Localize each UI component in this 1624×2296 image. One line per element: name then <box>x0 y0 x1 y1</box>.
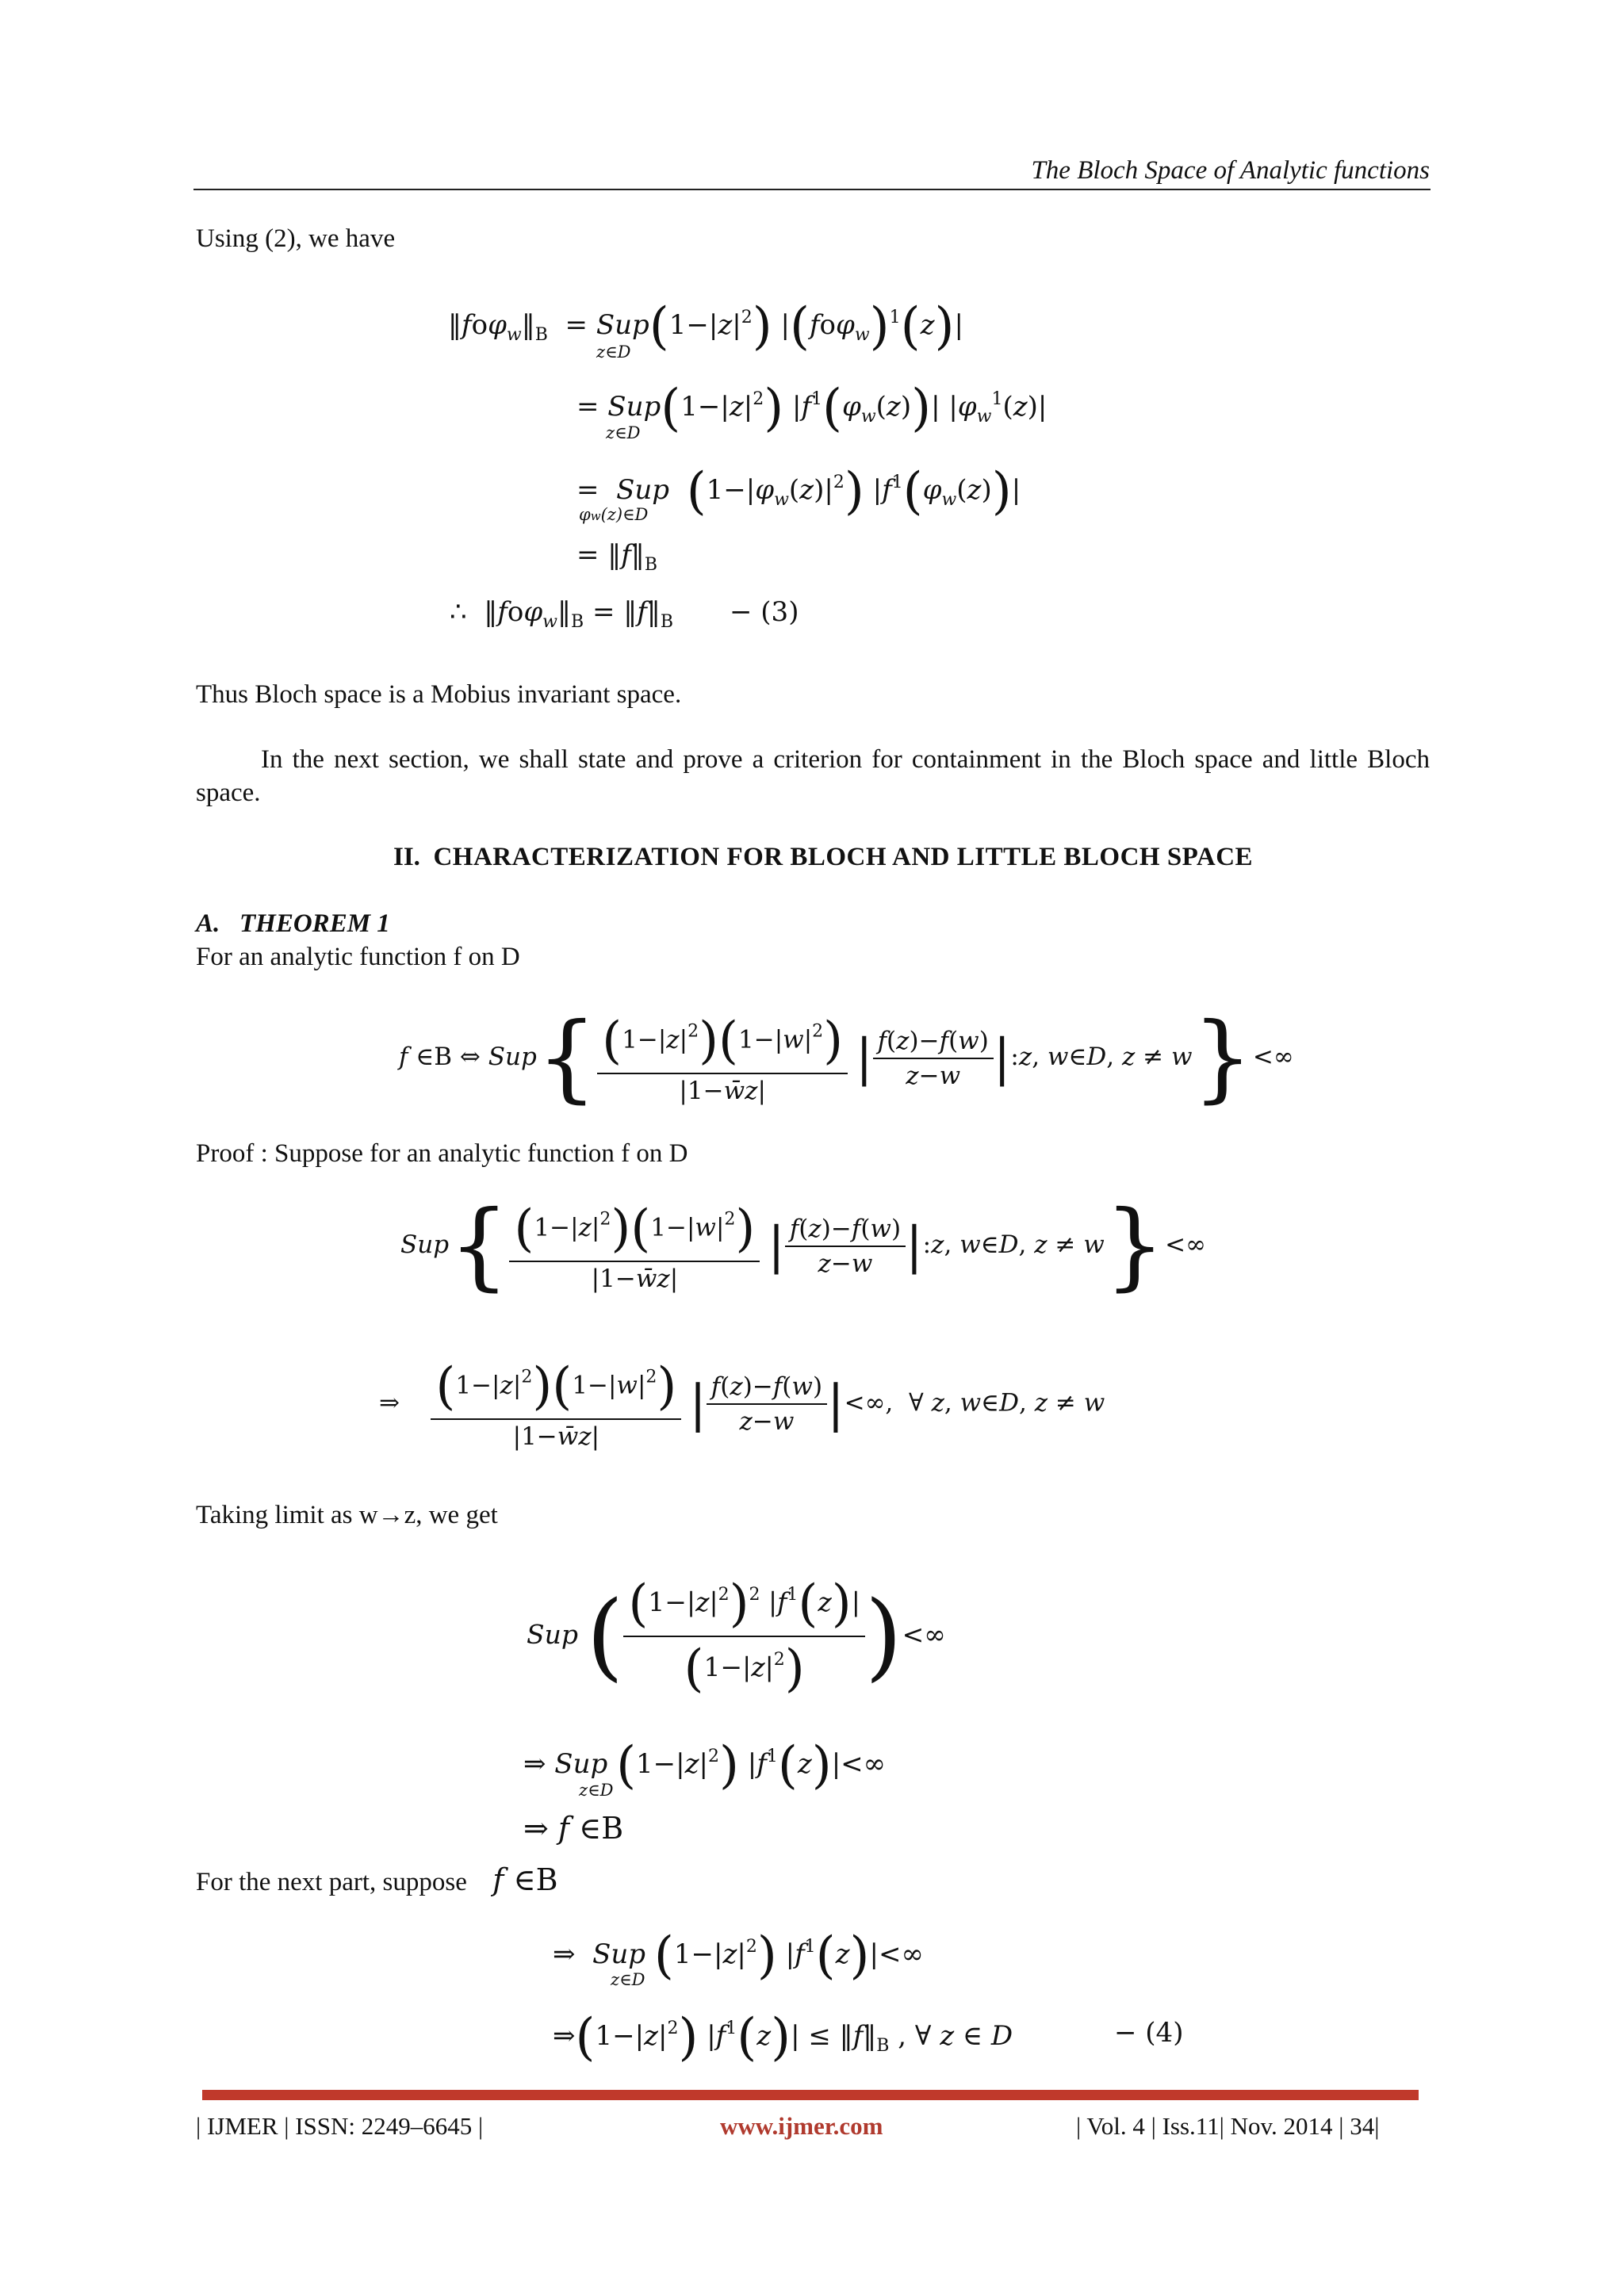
section-title: CHARACTERIZATION FOR BLOCH AND LITTLE BLOCH SPACE <box>433 843 1254 871</box>
running-header: The Bloch Space of Analytic functions <box>1031 156 1430 185</box>
implies-in-bloch: ⇒ f ∈B <box>523 1811 624 1846</box>
equation-line-2: = $Sup(1-|z|^2)$ $|f^1(\varphi_w(z))|$ $|\varphi_w^1(z)|$ <box>576 379 1048 438</box>
paragraph-mobius: Thus Bloch space is a Mobius invariant space. <box>196 680 682 709</box>
implies-sup: ⇒ Sup $(1-|z|^2)$ $|f^1(z)|<\infty$ <box>523 1736 886 1795</box>
section-heading <box>393 843 1253 872</box>
footer-url-link[interactable]: www.ijmer.com <box>720 2112 883 2140</box>
theorem-statement: For an analytic function f on D <box>196 943 520 971</box>
equation-line-4: = $‖f‖_B$ <box>576 539 658 575</box>
proof-equation-2: ⇒ $\frac{(1-|z|^2)(1-|w|^2)}{|1-w̄z|}$ | $\frac{f(z)-f(w)}{z-w}$ |<∞, ∀ z, w∈D, z ≠ w <box>379 1357 1105 1451</box>
next-part-equation-2: $\Rightarrow(1-|z|^2) |f^1(z)|$ ≤ $‖f‖_B$ , ∀ z ∈ D <box>553 2008 1013 2067</box>
theorem-name: THEOREM 1 <box>239 909 390 938</box>
equation-line-1: $‖fo\varphi_w‖_B = Sup(1-|z|^2)$ $|(fo\varphi_w)^1(z)|$ <box>448 297 963 356</box>
next-part-text: For the next part, suppose <box>196 1868 467 1896</box>
paragraph-using: Using (2), we have <box>196 224 396 253</box>
paragraph-next-section: In the next section, we shall state and prove a criterion for containment in the Bloch space and little Bloch space. <box>196 745 1430 807</box>
limit-equation: Sup ( $\frac{(1-|z|^2)^2 |f^1(z)|}{(1-|z|^2)}$ )<∞ <box>527 1575 946 1698</box>
equation-line-5: ∴ $‖fo\varphi_w‖_B$ = $‖f‖_B$ <box>450 596 674 632</box>
next-part-equation-1: ⇒ Sup $(1-|z|^2)$ $|f^1(z)|<\infty$ <box>553 1927 924 1985</box>
theorem-label: A. <box>196 909 220 938</box>
theorem-equation: f ∈B ⇔ Sup{ $\frac{(1-|z|^2)(1-|w|^2)}{|1-w̄z|}$ | $\frac{f(z)-f(w)}{z-w}$ |:z, w∈D, z ≠ w}<∞ <box>399 1003 1294 1113</box>
proof-statement: Proof : Suppose for an analytic function f on D <box>196 1139 688 1168</box>
equation-number-3: − (3) <box>730 596 799 628</box>
header-rule <box>193 189 1431 190</box>
proof-equation-1: Sup{ $\frac{(1-|z|^2)(1-|w|^2)}{|1-w̄z|}$ | $\frac{f(z)-f(w)}{z-w}$ |:z, w∈D, z ≠ w}<∞ <box>400 1191 1206 1301</box>
equation-line-3: = Sup $(1-|\varphi_w(z)|^2)$ $|f^1(\varphi_w(z))|$ <box>576 462 1021 521</box>
footer-bar <box>202 2090 1419 2100</box>
theorem-heading <box>196 907 390 940</box>
footer-left: | IJMER | ISSN: 2249–6645 | <box>196 2112 484 2140</box>
section-number: II. <box>393 843 420 871</box>
paragraph-next-part: For the next part, suppose f ∈B <box>196 1862 558 1897</box>
paragraph-limit: Taking limit as w→z, we get <box>196 1501 498 1529</box>
equation-number-4: − (4) <box>1114 2017 1184 2049</box>
footer-right: | Vol. 4 | Iss.11| Nov. 2014 | 34| <box>1076 2112 1380 2140</box>
